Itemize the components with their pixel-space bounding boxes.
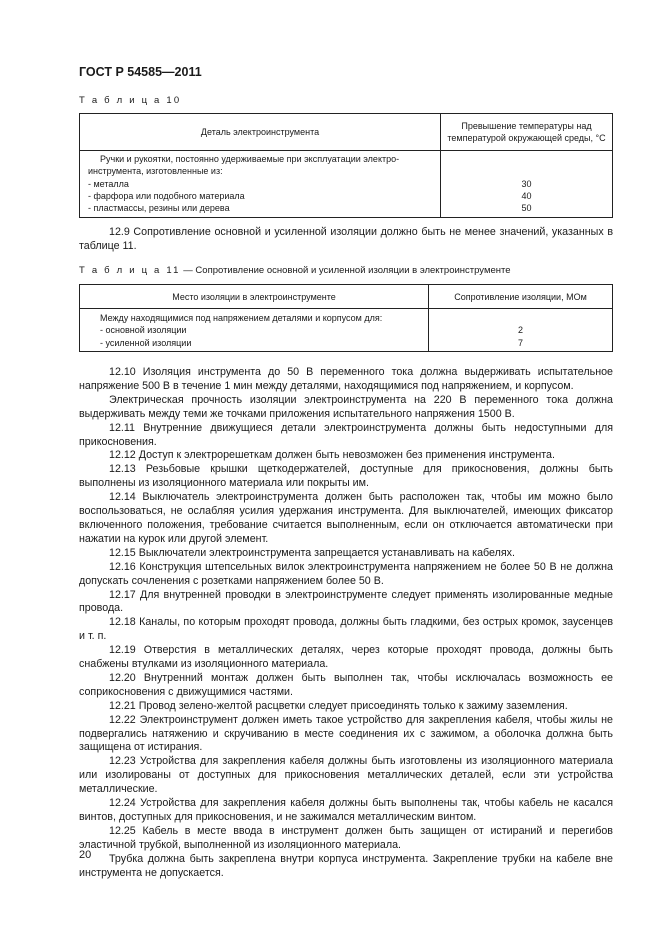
table11-caption [79, 265, 511, 276]
table10-header-col2-line: температурой окружающей среды, °С [447, 133, 606, 143]
paragraph: 12.24 Устройства для закрепления кабеля должны быть выполнены так, чтобы кабель не касался винтов, доступных для прикосновения, и не зажимался металлическим винтом. [79, 797, 613, 823]
standard-header: ГОСТ Р 54585—2011 [79, 65, 202, 79]
table11-header-row [80, 285, 613, 309]
table10-desc-line: инструмента, изготовленные из: [88, 166, 223, 177]
page-number: 20 [79, 849, 92, 861]
table10-value-cell [441, 151, 613, 218]
table11-desc-line: - усиленной изоляции [100, 337, 192, 348]
table10-desc-line: - пластмассы, резины или дерева [88, 203, 230, 214]
table10-header-col2-line: Превышение температуры над [461, 121, 592, 131]
table10-desc-line: Ручки и рукоятки, постоянно удерживаемые при эксплуатации электро- [100, 154, 400, 164]
paragraph: 12.23 Устройства для закрепления кабеля должны быть изготовлены из изоляционного материала или изолированы от доступных для прикосновения металлических деталей, если эти устройства металлические. [79, 755, 613, 796]
table10-header-col1: Деталь электроинструмента [80, 114, 441, 151]
paragraph: 12.17 Для внутренней проводки в электроинструменте следует применять изолированные медные провода. [79, 588, 613, 615]
table10-desc-line: - фарфора или подобного материала [88, 190, 245, 201]
paragraph: 12.21 Провод зелено-желтой расцветки следует присоединять только к зажиму заземления. [109, 699, 568, 712]
table10-body-row [80, 151, 613, 218]
table11-label: Т а б л и ц а 11 [79, 265, 181, 276]
table10-value: 40 [521, 190, 532, 201]
paragraph: 12.14 Выключатель электроинструмента должен быть расположен так, чтобы им можно было воспользоваться, не ослабляя усилия удержания инструмента. Для выключателей, имеющих фиксатор включенного положения, требование считается выполненным, если он отключается автоматически при нажатии на курок или другой элемент. [79, 491, 613, 545]
table10-value [441, 153, 612, 165]
paragraph: Электрическая прочность изоляции электроинструмента на 220 В переменного тока должна выдерживать между теми же точками приложения испытательного напряжения 1500 В. [79, 393, 613, 420]
table-11 [79, 284, 613, 352]
table11-body-row [80, 309, 613, 352]
paragraph: 12.15 Выключатели электроинструмента запрещается устанавливать на кабелях. [109, 546, 515, 559]
paragraph: Трубка должна быть закреплена внутри корпуса инструмента. Закрепление трубки на кабеле вне инструмента не допускается. [79, 852, 613, 879]
table10-desc-line: - металла [88, 178, 129, 189]
paragraph: 12.11 Внутренние движущиеся детали электроинструмента должны быть недоступными для прикосновения. [79, 421, 613, 448]
paragraph: 12.18 Каналы, по которым проходят провода, должны быть гладкими, без острых кромок, заусенцев и т. п. [79, 616, 613, 643]
paragraph: 12.22 Электроинструмент должен иметь такое устройство для закрепления кабеля, чтобы жилы не подвергались натяжению и скручиванию в месте соединения их с зажимом, а оболочка должна быть защищена от истирания. [79, 713, 613, 754]
table10-value [441, 165, 612, 177]
table10-label: Т а б л и ц а 10 [79, 95, 182, 106]
paragraph: 12.19 Отверстия в металлических деталях, через которые проходят провода, должны быть снабжены втулками из изоляционного материала. [79, 644, 613, 671]
table11-desc-cell [80, 309, 429, 352]
table11-value [429, 312, 612, 324]
paragraph: 12.16 Конструкция штепсельных вилок электроинструмента напряжением не более 50 В не должна допускать сочленения с розетками напряжением более 50 В. [79, 560, 613, 587]
table11-desc-line: Между находящимися под напряжением деталями и корпусом для: [100, 313, 383, 323]
paragraph: 12.25 Кабель в месте ввода в инструмент должен быть защищен от истираний и перегибов эластичной трубкой, выполненной из изоляционного материала. [79, 824, 613, 851]
table11-value: 7 [517, 337, 523, 348]
table11-value: 2 [517, 325, 523, 336]
paragraph: 12.12 Доступ к электрорешеткам должен быть невозможен без применения инструмента. [109, 449, 555, 462]
table10-header-row [80, 114, 613, 151]
table11-header-col2: Сопротивление изоляции, МОм [429, 285, 613, 309]
table10-caption [79, 95, 181, 106]
paragraph: 12.20 Внутренний монтаж должен быть выполнен так, чтобы исключалась возможность ее соприкосновения с движущимися частями. [79, 671, 613, 698]
clauses-12-10-to-12-25 [79, 366, 613, 881]
table10-value: 50 [521, 203, 532, 214]
table10-header-col2 [441, 114, 613, 151]
paragraph: 12.10 Изоляция инструмента до 50 В переменного тока должна выдерживать испытательное напряжение 500 В в течение 1 мин между деталями, находящимися под напряжением, и корпусом. [79, 366, 613, 392]
paragraph-12-9 [79, 226, 613, 254]
table11-desc-line: - основной изоляции [100, 325, 187, 336]
paragraph: 12.9 Сопротивление основной и усиленной изоляции должно быть не менее значений, указанных в таблице 11. [79, 226, 613, 252]
table11-value-cell [429, 309, 613, 352]
table10-value: 30 [521, 178, 532, 189]
table11-title: — Сопротивление основной и усиленной изоляции в электроинструменте [180, 265, 511, 276]
table10-desc-cell [80, 151, 441, 218]
table-10 [79, 113, 613, 218]
table11-header-col1: Место изоляции в электроинструменте [80, 285, 429, 309]
paragraph: 12.13 Резьбовые крышки щеткодержателей, доступные для прикосновения, должны быть выполнены из изоляционного материала или покрыты им. [79, 463, 613, 490]
